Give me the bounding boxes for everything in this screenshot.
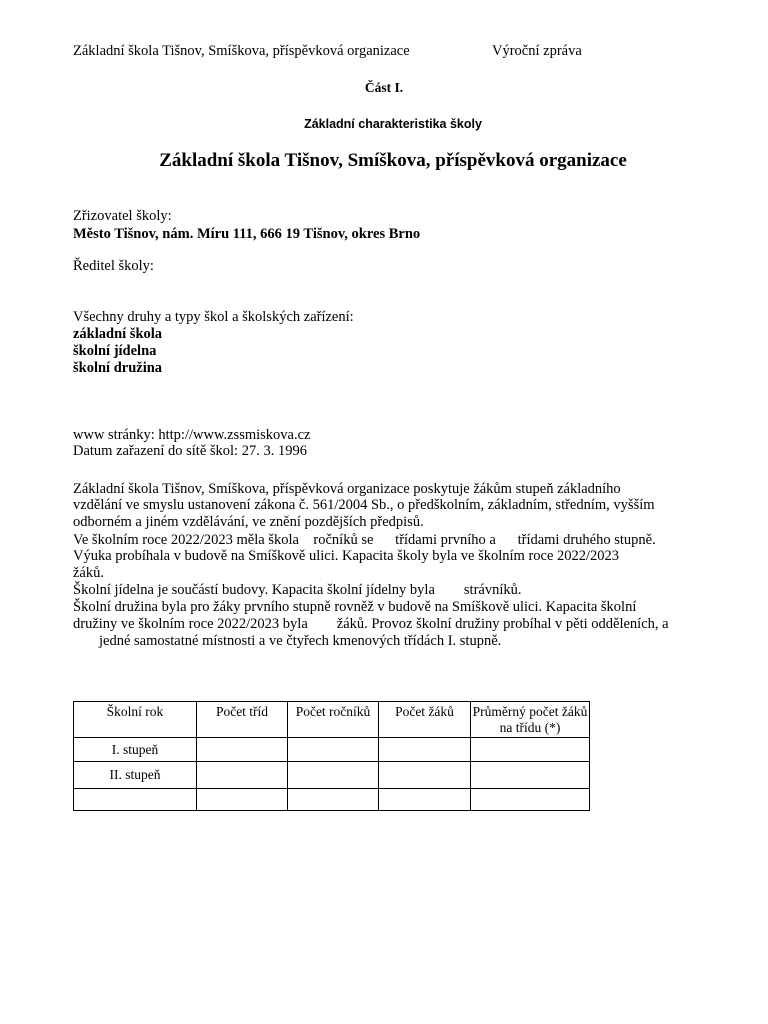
table-cell <box>197 738 288 762</box>
school-statistics-table <box>73 701 590 811</box>
facility-item: základní škola <box>73 326 163 342</box>
table-cell <box>471 762 590 789</box>
table-cell: II. stupeň <box>74 762 197 789</box>
table-cell: I. stupeň <box>74 738 197 762</box>
paragraph-line: žáků. <box>73 565 104 581</box>
table-row <box>74 789 590 811</box>
paragraph-line: Ve školním roce 2022/2023 měla škola ročníků se třídami prvního a třídami druhého stupně. <box>73 532 656 548</box>
facility-item: školní jídelna <box>73 343 157 359</box>
paragraph-line: Školní družina byla pro žáky prvního stupně rovněž v budově na Smíškově ulici. Kapacita školní <box>73 599 637 615</box>
table-header-cell: Počet ročníků <box>288 702 379 738</box>
table-row <box>74 738 590 762</box>
table-cell <box>471 789 590 811</box>
table-cell <box>74 789 197 811</box>
facility-item: školní družina <box>73 360 163 376</box>
table-cell <box>379 738 471 762</box>
facilities-label: Všechny druhy a typy škol a školských zařízení: <box>73 309 354 325</box>
director-label: Ředitel školy: <box>73 258 154 274</box>
paragraph-line: Školní jídelna je součástí budovy. Kapacita školní jídelny byla strávníků. <box>73 582 522 598</box>
table-cell <box>197 789 288 811</box>
part-label: Část I. <box>364 80 404 95</box>
paragraph-line: Základní škola Tišnov, Smíškova, příspěvková organizace poskytuje žákům stupeň základního <box>73 481 621 497</box>
table-header-cell: Počet tříd <box>197 702 288 738</box>
table-cell <box>379 789 471 811</box>
table-header-cell: Školní rok <box>74 702 197 738</box>
paragraph-line: Výuka probíhala v budově na Smíškově ulici. Kapacita školy byla ve školním roce 2022/2023 <box>73 548 620 564</box>
website-line: www stránky: http://www.zssmiskova.cz <box>73 427 311 443</box>
table-header-cell: Počet žáků <box>379 702 471 738</box>
network-date-line: Datum zařazení do sítě škol: 27. 3. 1996 <box>73 443 307 459</box>
section-title: Základní charakteristika školy <box>304 117 482 131</box>
table-header-row <box>74 702 590 738</box>
table-header-cell: Průměrný počet žáků na třídu (*) <box>471 702 590 738</box>
paragraph-line: vzdělání ve smyslu ustanovení zákona č. 561/2004 Sb., o předškolním, základním, středním, vyšším <box>73 497 655 513</box>
table-cell <box>288 762 379 789</box>
founder-value: Město Tišnov, nám. Míru 111, 666 19 Tišnov, okres Brno <box>73 226 421 242</box>
table-cell <box>197 762 288 789</box>
table-row <box>74 762 590 789</box>
header-school-name: Základní škola Tišnov, Smíškova, příspěvková organizace <box>73 43 410 59</box>
table-cell <box>471 738 590 762</box>
table-cell <box>288 738 379 762</box>
header-report-title: Výroční zpráva <box>492 43 582 59</box>
paragraph-line: jedné samostatné místnosti a ve čtyřech kmenových třídách I. stupně. <box>99 633 502 649</box>
paragraph-line: družiny ve školním roce 2022/2023 byla žáků. Provoz školní družiny probíhal v pěti odděleních, a <box>73 616 669 632</box>
founder-label: Zřizovatel školy: <box>73 208 172 224</box>
school-name-title: Základní škola Tišnov, Smíškova, příspěvková organizace <box>159 150 627 171</box>
table-cell <box>379 762 471 789</box>
paragraph-line: odborném a jiném vzdělávání, ve znění pozdějších předpisů. <box>73 514 424 530</box>
table-cell <box>288 789 379 811</box>
